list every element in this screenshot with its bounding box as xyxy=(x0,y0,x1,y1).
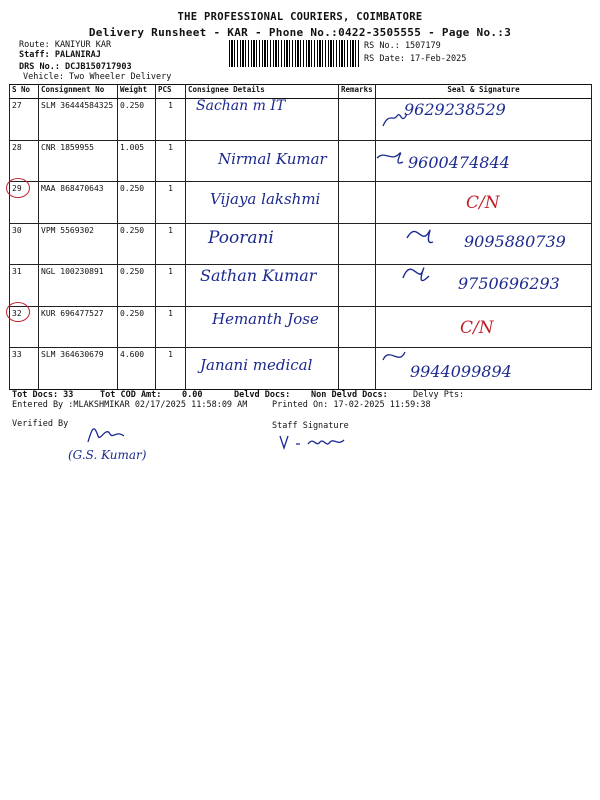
table-header xyxy=(10,85,592,99)
row-pcs: 1 xyxy=(156,348,186,390)
col-consignee: Consignee Details xyxy=(186,85,339,99)
runsheet-title: Delivery Runsheet - KAR - Phone No.:0422-3505555 - Page No.:3 xyxy=(88,26,512,39)
barcode xyxy=(229,40,359,67)
row-remarks xyxy=(339,99,376,141)
vehicle: Vehicle: Two Wheeler Delivery xyxy=(23,72,172,82)
signature-scribble xyxy=(377,153,403,163)
row-remarks xyxy=(339,182,376,224)
signature-scribble xyxy=(383,352,405,360)
row-pcs: 1 xyxy=(156,223,186,265)
col-remarks: Remarks xyxy=(339,85,376,99)
row-sno: 28 xyxy=(10,140,39,182)
col-consignment: Consignment No xyxy=(39,85,118,99)
drs-number: DRS No.: DCJB150717903 xyxy=(19,62,132,72)
row-pcs: 1 xyxy=(156,99,186,141)
row-sno: 33 xyxy=(10,348,39,390)
row-remarks xyxy=(339,306,376,348)
row-consignment: VPM 5569302 xyxy=(39,223,118,265)
total-cod-label: Tot COD Amt: xyxy=(100,390,162,400)
red-circle-mark xyxy=(6,178,30,198)
company-title: THE PROFESSIONAL COURIERS, COIMBATORE xyxy=(177,11,423,23)
row-pcs: 1 xyxy=(156,265,186,307)
handwritten-consignee: Vijaya lakshmi xyxy=(210,190,321,208)
handwritten-consignee: Janani medical xyxy=(200,356,313,374)
row-pcs: 1 xyxy=(156,182,186,224)
delivered-docs: Delvd Docs: xyxy=(234,390,291,400)
non-delivered-docs: Non Delvd Docs: xyxy=(311,390,388,400)
row-consignment: SLM 364630679 xyxy=(39,348,118,390)
route: Route: KANIYUR KAR xyxy=(19,40,112,50)
row-weight: 1.005 xyxy=(118,140,156,182)
verifier-name: (G.S. Kumar) xyxy=(68,448,147,462)
verifier-signature-stroke xyxy=(88,429,124,442)
row-weight: 0.250 xyxy=(118,99,156,141)
row-consignment: CNR 1859955 xyxy=(39,140,118,182)
row-weight: 0.250 xyxy=(118,265,156,307)
col-sno: S No xyxy=(10,85,39,99)
handwritten-consignee: Hemanth Jose xyxy=(212,310,319,328)
row-remarks xyxy=(339,223,376,265)
row-sno: 32 xyxy=(10,306,39,348)
delivery-points: Delvy Pts: xyxy=(413,390,465,400)
col-weight: Weight xyxy=(118,85,156,99)
row-sno: 29 xyxy=(10,182,39,224)
staff: Staff: PALANIRAJ xyxy=(19,50,101,60)
row-consignment: SLM 36444584325 xyxy=(39,99,118,141)
printed-on: Printed On: 17-02-2025 11:59:38 xyxy=(272,400,431,410)
verifier-signature xyxy=(80,420,140,450)
handwritten-phone: 9944099894 xyxy=(410,362,512,381)
red-circle-mark xyxy=(6,302,30,322)
total-docs: Tot Docs: 33 xyxy=(12,390,74,400)
staff-signature-label: Staff Signature xyxy=(272,421,349,431)
col-pcs: PCS xyxy=(156,85,186,99)
row-weight: 0.250 xyxy=(118,182,156,224)
cn-mark: C/N xyxy=(460,318,494,338)
row-sno: 27 xyxy=(10,99,39,141)
row-consignment: NGL 100230891 xyxy=(39,265,118,307)
handwritten-phone: 9600474844 xyxy=(408,153,510,172)
rs-number: RS No.: 1507179 xyxy=(364,41,441,51)
rs-date: RS Date: 17-Feb-2025 xyxy=(364,54,467,64)
cn-mark: C/N xyxy=(466,193,500,213)
row-remarks xyxy=(339,265,376,307)
row-consignment: KUR 696477527 xyxy=(39,306,118,348)
handwritten-phone: 9095880739 xyxy=(464,232,566,251)
handwritten-consignee: Poorani xyxy=(208,228,274,248)
row-pcs: 1 xyxy=(156,140,186,182)
row-sno: 30 xyxy=(10,223,39,265)
col-seal-signature: Seal & Signature xyxy=(376,85,592,99)
row-weight: 4.600 xyxy=(118,348,156,390)
row-pcs: 1 xyxy=(156,306,186,348)
total-cod-amount: 0.00 xyxy=(182,390,203,400)
row-weight: 0.250 xyxy=(118,306,156,348)
signature-scribble xyxy=(403,268,429,281)
entered-by: Entered By :MLAKSHMIKAR 02/17/2025 11:58:09 AM xyxy=(12,400,248,410)
signature-scribble xyxy=(407,230,433,242)
handwritten-phone: 9629238529 xyxy=(404,100,506,119)
handwritten-consignee: Sathan Kumar xyxy=(200,266,317,285)
verified-by-label: Verified By xyxy=(12,419,69,429)
row-sno: 31 xyxy=(10,265,39,307)
row-weight: 0.250 xyxy=(118,223,156,265)
handwritten-consignee: Nirmal Kumar xyxy=(218,150,327,168)
handwritten-consignee: Sachan m IT xyxy=(196,98,286,114)
row-remarks xyxy=(339,348,376,390)
handwritten-phone: 9750696293 xyxy=(458,274,560,293)
row-consignment: MAA 868470643 xyxy=(39,182,118,224)
staff-signature xyxy=(278,430,358,454)
row-remarks xyxy=(339,140,376,182)
staff-signature-stroke xyxy=(280,436,344,448)
